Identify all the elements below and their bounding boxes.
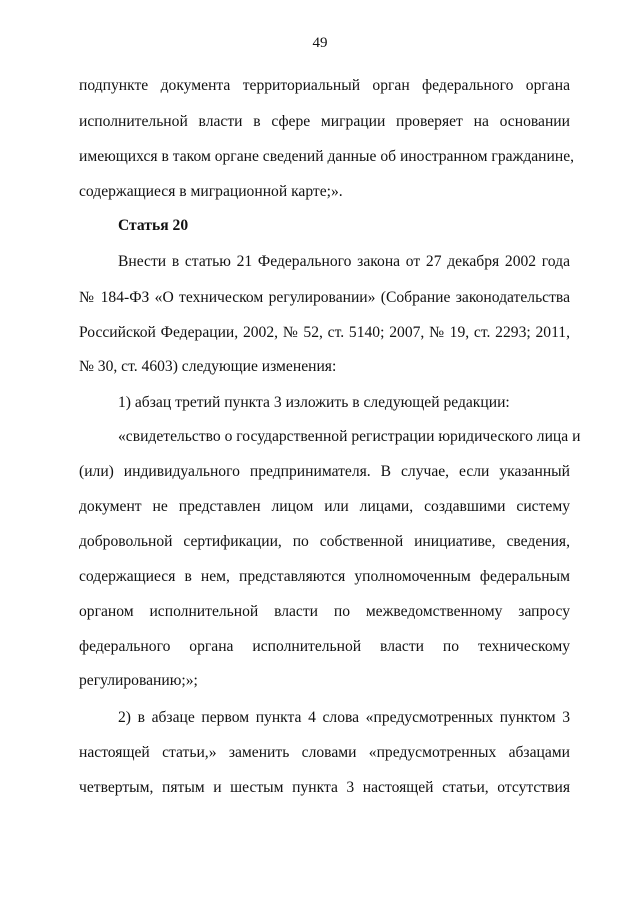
text-line: четвертым, пятым и шестым пункта 3 настоящей статьи, отсутствия (79, 779, 570, 796)
text-line: имеющихся в таком органе сведений данные об иностранном гражданине, (79, 148, 575, 165)
text-line: Российской Федерации, 2002, № 52, ст. 5140; 2007, № 19, ст. 2293; 2011, (79, 324, 570, 341)
text-line: содержащиеся в нем, представляются уполномоченным федеральным (79, 568, 570, 585)
text-line: № 184-ФЗ «О техническом регулировании» (Собрание законодательства (79, 289, 570, 306)
text-line: № 30, ст. 4603) следующие изменения: (79, 358, 337, 375)
text-line: регулированию;»; (79, 672, 198, 689)
text-line: органом исполнительной власти по межведомственному запросу (79, 603, 570, 620)
text-line: (или) индивидуального предпринимателя. В случае, если указанный (79, 463, 570, 480)
article-heading: Статья 20 (118, 217, 189, 234)
text-line: 2) в абзаце первом пункта 4 слова «предусмотренных пунктом 3 (118, 709, 570, 726)
text-line: федерального органа исполнительной власти по техническому (79, 638, 570, 655)
text-line: подпункте документа территориальный орган федерального органа (79, 77, 570, 94)
text-line: «свидетельство о государственной регистрации юридического лица и (118, 428, 581, 445)
text-line: Внести в статью 21 Федерального закона от 27 декабря 2002 года (118, 253, 570, 270)
text-line: содержащиеся в миграционной карте;». (79, 183, 343, 200)
text-line: 1) абзац третий пункта 3 изложить в следующей редакции: (118, 394, 510, 411)
text-line: добровольной сертификации, по собственной инициативе, сведения, (79, 533, 570, 550)
text-line: исполнительной власти в сфере миграции проверяет на основании (79, 113, 570, 130)
text-line: настоящей статьи,» заменить словами «предусмотренных абзацами (79, 744, 570, 761)
page-number: 49 (312, 35, 328, 51)
text-line: документ не представлен лицом или лицами, создавшими систему (79, 498, 570, 515)
